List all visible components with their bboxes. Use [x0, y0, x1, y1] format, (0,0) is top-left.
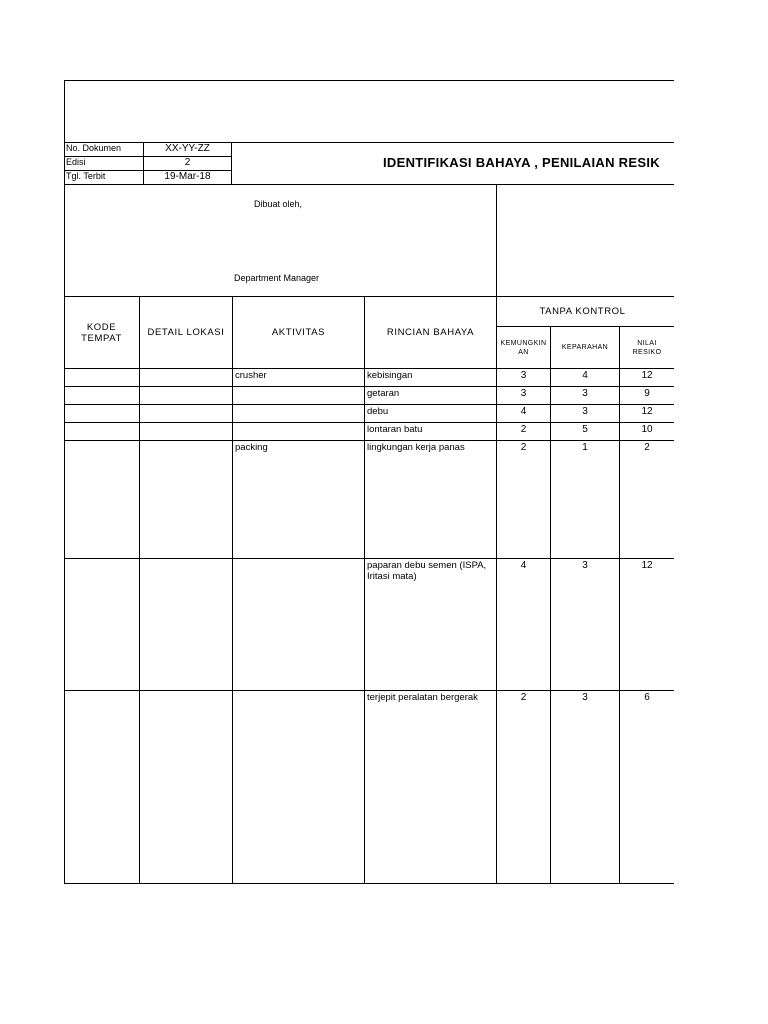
nilai-resiko-cell: 12 — [620, 559, 674, 691]
detail-lokasi-cell — [140, 405, 233, 423]
rincian-bahaya-cell: lingkungan kerja panas — [365, 441, 497, 559]
aktivitas-cell — [233, 691, 365, 883]
col-header-aktivitas — [233, 297, 365, 369]
kode-tempat-cell — [64, 691, 140, 883]
col-header-nilai-resiko-text: NILAI RESIKO — [632, 339, 662, 356]
detail-lokasi-cell — [140, 441, 233, 559]
kemungkinan-cell: 2 — [497, 691, 551, 883]
aktivitas-cell: crusher — [233, 369, 365, 387]
aktivitas-cell: packing — [233, 441, 365, 559]
col-header-kode-tempat — [64, 297, 140, 369]
col-header-nilai-resiko — [620, 327, 674, 369]
edition-label-cell — [64, 157, 144, 171]
keparahan-cell: 3 — [551, 691, 620, 883]
kemungkinan-cell: 4 — [497, 559, 551, 691]
kode-tempat-cell — [64, 441, 140, 559]
signature-block — [64, 185, 497, 297]
detail-lokasi-cell — [140, 387, 233, 405]
kemungkinan-cell: 4 — [497, 405, 551, 423]
edition-value-cell — [144, 157, 232, 171]
col-header-keparahan — [551, 327, 620, 369]
kode-tempat-cell — [64, 405, 140, 423]
issue-date-value-cell — [144, 171, 232, 185]
rincian-bahaya-cell: terjepit peralatan bergerak — [365, 691, 497, 883]
issue-date-label-cell — [64, 171, 144, 185]
keparahan-cell: 3 — [551, 387, 620, 405]
detail-lokasi-cell — [140, 369, 233, 387]
doc-number-value: XX-YY-ZZ — [165, 143, 210, 154]
table-bottom-border — [64, 883, 674, 884]
aktivitas-cell — [233, 387, 365, 405]
col-group-tanpa-kontrol — [497, 297, 674, 327]
doc-number-label-cell — [64, 143, 144, 157]
keparahan-cell: 4 — [551, 369, 620, 387]
nilai-resiko-cell: 9 — [620, 387, 674, 405]
kemungkinan-cell: 3 — [497, 387, 551, 405]
kemungkinan-cell: 2 — [497, 441, 551, 559]
nilai-resiko-cell: 12 — [620, 369, 674, 387]
title-cell — [232, 143, 674, 185]
rincian-bahaya-cell: lontaran batu — [365, 423, 497, 441]
risk-assessment-sheet — [64, 80, 674, 884]
nilai-resiko-cell: 10 — [620, 423, 674, 441]
nilai-resiko-cell: 2 — [620, 441, 674, 559]
col-header-kemungkinan-text: KEMUNGKIN AN — [500, 339, 547, 356]
rincian-bahaya-cell: debu — [365, 405, 497, 423]
detail-lokasi-cell — [140, 559, 233, 691]
doc-number-label: No. Dokumen — [66, 143, 122, 153]
document-title: IDENTIFIKASI BAHAYA , PENILAIAN RESIK — [383, 155, 660, 170]
manager-role-label: Department Manager — [234, 273, 320, 283]
kode-tempat-cell — [64, 369, 140, 387]
col-header-rincian-bahaya-text: RINCIAN BAHAYA — [386, 327, 475, 338]
col-header-keparahan-text: KEPARAHAN — [561, 344, 609, 351]
header-blank-area — [64, 80, 674, 143]
nilai-resiko-cell: 12 — [620, 405, 674, 423]
aktivitas-cell — [233, 405, 365, 423]
col-header-detail-lokasi — [140, 297, 233, 369]
col-header-kode-tempat-text: KODE TEMPAT — [81, 321, 122, 344]
issue-date-value: 19-Mar-18 — [164, 171, 211, 182]
aktivitas-cell — [233, 559, 365, 691]
kode-tempat-cell — [64, 387, 140, 405]
col-header-rincian-bahaya — [365, 297, 497, 369]
col-header-detail-lokasi-text: DETAIL LOKASI — [147, 327, 225, 338]
keparahan-cell: 3 — [551, 559, 620, 691]
made-by-label: Dibuat oleh, — [254, 199, 303, 209]
kemungkinan-cell: 2 — [497, 423, 551, 441]
doc-info-block — [64, 143, 232, 185]
kode-tempat-cell — [64, 559, 140, 691]
keparahan-cell: 3 — [551, 405, 620, 423]
approval-block — [497, 185, 674, 297]
detail-lokasi-cell — [140, 423, 233, 441]
rincian-bahaya-cell: getaran — [365, 387, 497, 405]
rincian-bahaya-cell: paparan debu semen (ISPA, Iritasi mata) — [365, 559, 497, 691]
detail-lokasi-cell — [140, 691, 233, 883]
aktivitas-cell — [233, 423, 365, 441]
issue-date-label: Tgl. Terbit — [66, 171, 106, 181]
nilai-resiko-cell: 6 — [644, 692, 650, 703]
kode-tempat-cell — [64, 423, 140, 441]
col-group-tanpa-kontrol-text: TANPA KONTROL — [539, 306, 626, 317]
keparahan-cell: 1 — [551, 441, 620, 559]
edition-value: 2 — [184, 157, 191, 168]
keparahan-cell: 5 — [551, 423, 620, 441]
edition-label: Edisi — [66, 157, 86, 167]
rincian-bahaya-cell: kebisingan — [365, 369, 497, 387]
col-header-kemungkinan — [497, 327, 551, 369]
kemungkinan-cell: 3 — [497, 369, 551, 387]
col-header-aktivitas-text: AKTIVITAS — [271, 327, 326, 338]
doc-number-value-cell — [144, 143, 232, 157]
